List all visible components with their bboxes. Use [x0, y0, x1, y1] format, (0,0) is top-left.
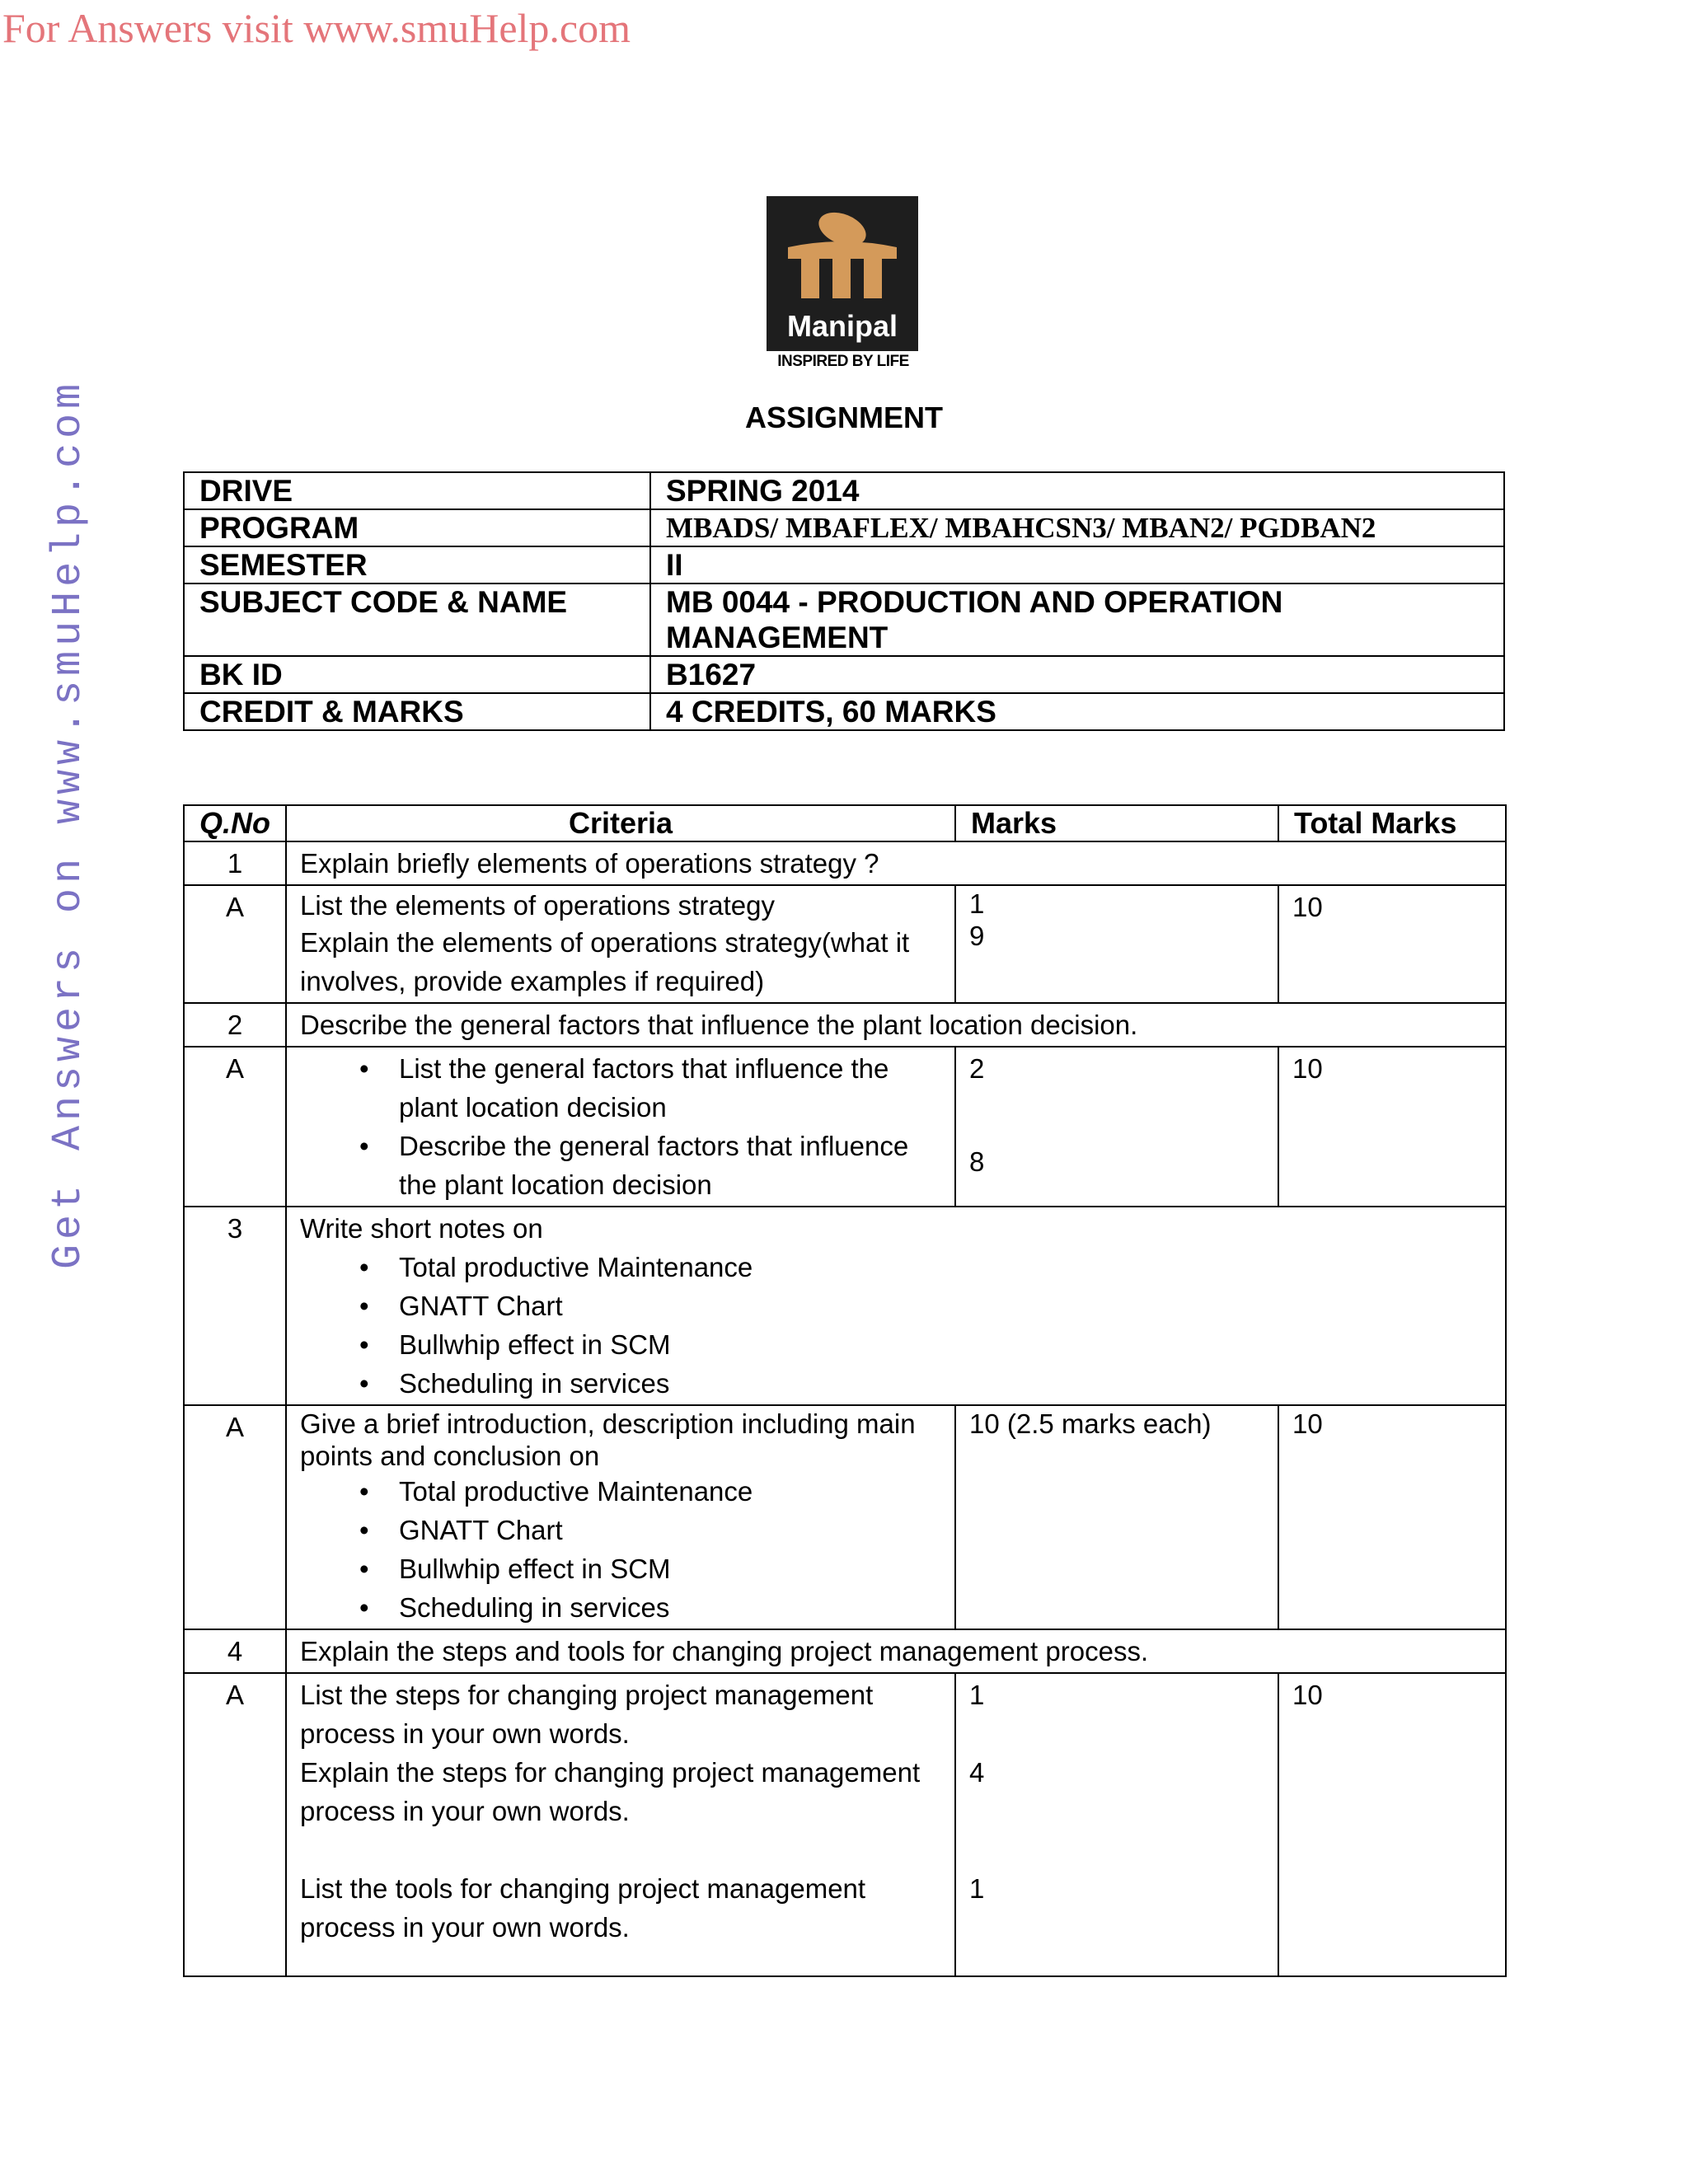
- answer-criteria: [286, 1405, 955, 1629]
- bullet-item: • GNATT Chart: [300, 1286, 1492, 1325]
- info-label: DRIVE: [184, 472, 650, 509]
- answer-row: [184, 1047, 1506, 1207]
- info-row: [184, 693, 1504, 730]
- criteria-table: [183, 804, 1507, 1977]
- watermark-top: For Answers visit www.smuHelp.com: [2, 5, 631, 51]
- header-total-marks: Total Marks: [1278, 805, 1506, 841]
- criteria-line: Give a brief introduction, description including main: [300, 1408, 916, 1439]
- info-row: [184, 509, 1504, 546]
- bullet-item: • GNATT Chart: [300, 1511, 941, 1549]
- question-number: 1: [184, 841, 286, 885]
- answer-label: A: [184, 885, 286, 1003]
- header-qno: Q.No: [184, 805, 286, 841]
- bullet-line: • Describe the general factors that influence: [399, 1131, 909, 1161]
- manipal-logo-mark: [767, 196, 918, 351]
- info-row: [184, 656, 1504, 693]
- answer-marks: [955, 1405, 1278, 1629]
- info-row: [184, 472, 1504, 509]
- question-text: Write short notes on: [300, 1213, 543, 1244]
- assignment-info-table: [183, 471, 1505, 731]
- bullet-item: • Scheduling in services: [300, 1364, 1492, 1403]
- marks-value: 9: [969, 921, 985, 951]
- answer-criteria: [286, 1047, 955, 1207]
- info-row: [184, 583, 1504, 656]
- question-number: 4: [184, 1629, 286, 1673]
- marks-value: 1: [969, 888, 985, 919]
- answer-total: 10: [1278, 1673, 1506, 1976]
- total-value: 10: [1292, 1408, 1323, 1439]
- info-label: SUBJECT CODE & NAME: [184, 583, 650, 656]
- criteria-line: points and conclusion on: [300, 1441, 600, 1471]
- bullet-item: • Scheduling in services: [300, 1588, 941, 1627]
- answer-total: 10: [1278, 885, 1506, 1003]
- info-label: PROGRAM: [184, 509, 650, 546]
- bullet-line: the plant location decision: [399, 1169, 712, 1200]
- question-text: Describe the general factors that influence the plant location decision.: [286, 1003, 1506, 1047]
- question-number: 3: [184, 1207, 286, 1405]
- info-value: MBADS/ MBAFLEX/ MBAHCSN3/ MBAN2/ PGDBAN2: [650, 509, 1504, 546]
- question-number: 2: [184, 1003, 286, 1047]
- answer-row: [184, 1673, 1506, 1976]
- info-value: B1627: [650, 656, 1504, 693]
- marks-value: 8: [969, 1146, 985, 1177]
- info-value: 4 CREDITS, 60 MARKS: [650, 693, 1504, 730]
- table-header-row: [184, 805, 1506, 841]
- answer-row: [184, 1405, 1506, 1629]
- logo-tagline: INSPIRED BY LIFE: [777, 353, 909, 370]
- header-criteria: Criteria: [286, 805, 955, 841]
- answer-label: A: [184, 1047, 286, 1207]
- header-marks: Marks: [955, 805, 1278, 841]
- criteria-line: List the elements of operations strategy: [300, 890, 775, 921]
- question-row: [184, 1207, 1506, 1405]
- criteria-line: Explain the steps for changing project management: [300, 1757, 921, 1788]
- marks-value: 1: [969, 1873, 985, 1904]
- answer-label: A: [184, 1405, 286, 1629]
- manipal-logo: [767, 196, 918, 370]
- info-label: CREDIT & MARKS: [184, 693, 650, 730]
- answer-marks: [955, 885, 1278, 1003]
- answer-label: A: [184, 1673, 286, 1976]
- info-row: [184, 546, 1504, 583]
- info-value: II: [650, 546, 1504, 583]
- bullet-item: [300, 1127, 941, 1204]
- criteria-line: List the steps for changing project management: [300, 1680, 874, 1710]
- question-text: Explain the steps and tools for changing project management process.: [286, 1629, 1506, 1673]
- bullet-item: • Total productive Maintenance: [300, 1248, 1492, 1286]
- spacer: [300, 1830, 941, 1869]
- question-text: Explain briefly elements of operations strategy ?: [286, 841, 1506, 885]
- svg-text:Manipal: Manipal: [786, 309, 898, 343]
- criteria-line: process in your own words.: [300, 1912, 630, 1943]
- answer-row: [184, 885, 1506, 1003]
- question-row: [184, 841, 1506, 885]
- info-value: SPRING 2014: [650, 472, 1504, 509]
- marks-value: 2: [969, 1053, 985, 1084]
- answer-criteria: [286, 885, 955, 1003]
- marks-value: 4: [969, 1757, 985, 1788]
- bullet-item: [300, 1049, 941, 1127]
- criteria-line: List the tools for changing project management: [300, 1873, 866, 1904]
- info-label: SEMESTER: [184, 546, 650, 583]
- bullet-item: • Bullwhip effect in SCM: [300, 1549, 941, 1588]
- bullet-item: • Total productive Maintenance: [300, 1472, 941, 1511]
- question-row: [184, 1003, 1506, 1047]
- answer-total: 10: [1278, 1047, 1506, 1207]
- bullet-item: • Bullwhip effect in SCM: [300, 1325, 1492, 1364]
- page-title: ASSIGNMENT: [744, 401, 943, 434]
- bullet-line: • List the general factors that influence the: [399, 1053, 889, 1084]
- answer-marks: [955, 1047, 1278, 1207]
- criteria-line: Explain the elements of operations strategy(what it: [300, 927, 910, 958]
- info-label: BK ID: [184, 656, 650, 693]
- marks-value: 1: [969, 1680, 985, 1710]
- watermark-side: Get Answers on www.smuHelp.com: [45, 378, 92, 1269]
- answer-marks: [955, 1673, 1278, 1976]
- criteria-line: involves, provide examples if required): [300, 966, 765, 996]
- info-value: MB 0044 - PRODUCTION AND OPERATION MANAGEMENT: [650, 583, 1504, 656]
- criteria-line: process in your own words.: [300, 1718, 630, 1749]
- answer-criteria: [286, 1673, 955, 1976]
- question-content: [286, 1207, 1506, 1405]
- bullet-line: plant location decision: [399, 1092, 667, 1122]
- criteria-line: process in your own words.: [300, 1796, 630, 1826]
- answer-total: [1278, 1405, 1506, 1629]
- marks-value: 10 (2.5 marks each): [969, 1408, 1212, 1439]
- question-row: [184, 1629, 1506, 1673]
